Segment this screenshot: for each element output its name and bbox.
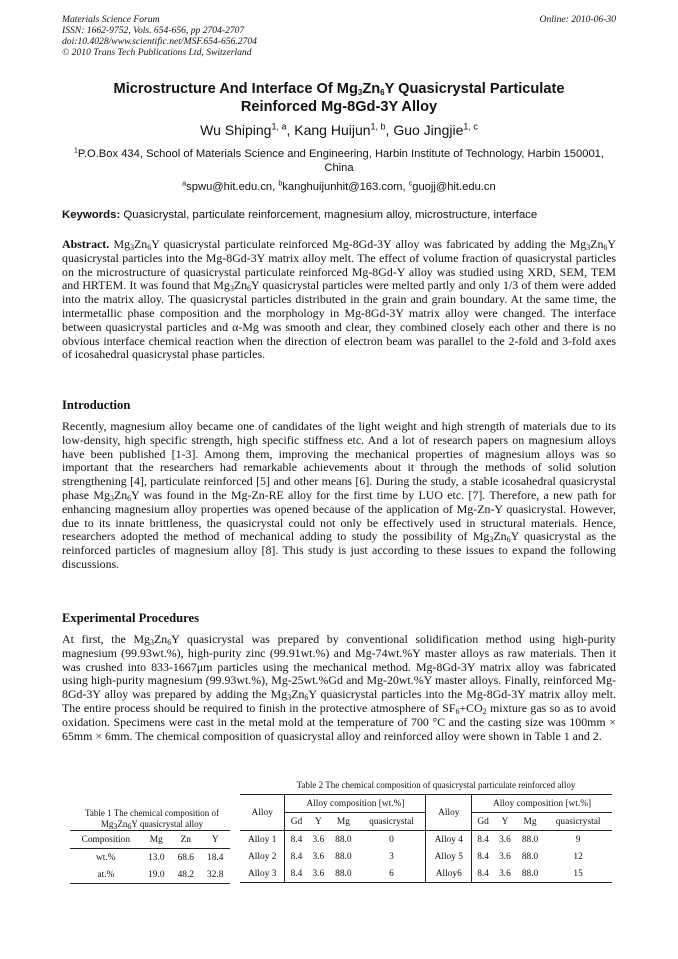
table-header-cell: Gd [472, 813, 494, 831]
table-header-cell: Mg [516, 813, 544, 831]
table-cell: 13.0 [148, 852, 165, 863]
issn-line: ISSN: 1662-9752, Vols. 654-656, pp 2704-2707 [62, 25, 245, 36]
table-cell: 3.6 [499, 834, 511, 845]
table2 [240, 794, 612, 883]
experimental-text: At first, the $Mg_3Zn_6Y$ quasicrystal was prepared by conventional solidification method using high-purity magnesium (99.93wt.%), high-purity zinc (99.91wt.%) and Mg-74wt.%Y master alloys as raw materials. Then it was crushed into 833-1667μm particles using the mechanical method. Mg-8Gd-3Y matrix alloy was fabricated using high-purity magnesium (99.93wt.%), Mg-25wt.%Gd and Mg-20wt.%Y master alloys. Finally, reinforced Mg-8Gd-3Y alloy was prepared by adding the $Mg_3Zn_6Y$ quasicrystal particles into the Mg-8Gd-3Y matrix alloy melt. The entire process should be required to finish in the protective atmosphere of $SF_6+CO_2$ mixture gas so as to avoid oxidation. Specimens were cast in the metal mold at the temperature of 700 °C and the casting size was 100mm × 65mm × 6mm. The chemical composition of quasicrystal alloy and reinforced alloy were shown in Table 1 and 2. [62, 632, 617, 743]
table-cell: 88.0 [335, 851, 352, 862]
journal-name: Materials Science Forum [62, 14, 160, 25]
table-header-cell: Gd [285, 813, 307, 831]
page-header [62, 14, 616, 58]
table-header-cell: Y [307, 813, 329, 831]
table-cell: 68.6 [177, 852, 194, 863]
table-cell: 19.0 [142, 866, 171, 884]
table-header-cell: Y [494, 813, 516, 831]
table-header-row [70, 831, 230, 849]
table-header-cell: Alloy composition [wt.%] [472, 795, 612, 813]
table-cell: 8.4 [285, 831, 307, 849]
email: guojj@hit.edu.cn [412, 181, 496, 193]
table-cell: 18.4 [207, 852, 224, 863]
table-header-cell: Alloy [240, 795, 285, 831]
table-cell: 88.0 [335, 834, 352, 845]
table-cell: 3 [389, 851, 394, 862]
table-cell: 3.6 [494, 865, 516, 883]
table-header-row [240, 795, 612, 813]
section-heading-introduction: Introduction [62, 398, 131, 412]
table-cell: 48.2 [171, 866, 200, 884]
table-cell: 8.4 [472, 848, 494, 865]
section-heading-experimental: Experimental Procedures [62, 611, 199, 625]
table-header-cell: Zn [171, 831, 200, 849]
table-row [70, 866, 230, 884]
author-list: Wu Shiping$^{1, a}$, Kang Huijun$^{1, b}$, Guo Jingjie$^{1, c}$ [200, 121, 478, 138]
introduction-text: Recently, magnesium alloy became one of candidates of the light weight and high strength of materials due to its low-density, high specific strength, high specific stiffness etc. And a lot of research papers on magnesium alloys have been published [1-3]. Among them, improving the mechanical properties of magnesium alloys was so important that the researchers had remarkable achievements about it through the methods of solid solution strengthening [4], particulate reinforced [5] and other means [6]. During the study, a stable icosahedral quasicrystal phase $Mg_3Zn_6Y$ was found in the Mg-Zn-RE alloy for the first time by LUO etc. [7]. Therefore, a new path for enhancing magnesium alloy properties was opened because of the application of Mg-Zn-Y quasicrystal. However, due to its innate brittleness, the quasicrystal could not only be effectively used in structural materials. Hence, researchers adopted the method of mechanical adding to study the possibility of $Mg_3Zn_6Y$ quasicrystal as the reinforced particles of magnesium alloy [8]. This study is just according to these issues to expand the following discussions. [62, 419, 616, 571]
table-cell: 9 [575, 834, 581, 845]
author: Wu Shiping [200, 122, 272, 138]
table-header-cell: quasicrystal [358, 813, 426, 831]
table2-caption: Table 2 The chemical composition of quasicrystal particulate reinforced alloy [296, 780, 576, 790]
table-cell: 3.6 [307, 865, 329, 883]
table-cell: 12 [573, 851, 583, 862]
table-cell: 15 [544, 865, 612, 883]
author: Kang Huijun [294, 122, 371, 138]
table-cell: 88.0 [516, 865, 544, 883]
table-cell: 6 [358, 865, 426, 883]
table-cell: 3.6 [499, 851, 511, 862]
table-cell: 88.0 [521, 834, 539, 845]
affiliation: $^1$P.O.Box 434, School of Materials Science and Engineering, Harbin Institute of Technology, Harbin 150001, China [73, 147, 605, 174]
abstract: Abstract. $Mg_3Zn_6Y$ quasicrystal particulate reinforced Mg-8Gd-3Y alloy was fabricated by adding the $Mg_3Zn_6Y$ quasicrystal particles into the Mg-8Gd-3Y matrix alloy melt. The effect of volume fraction of quasicrystal particles on the microstructure of quasicrystal particulate reinforced Mg-8Gd-Y alloy was studied using XRD, SEM, TEM and HRTEM. It was found that $Mg_3Zn_6Y$ quasicrystal particles were melted partly and only 1/3 of them were added into the matrix alloy. The quasicrystal particles distributed in the grain and grain boundary. At the same time, the intermetallic phase composition and the morphology in Mg-8Gd-3Y matrix alloy were changed. The interface between quasicrystal particles and α-Mg was smooth and clear, they combined closely each other and there is no obvious interface chemical reaction when the direction of electron beam was parallel to the 2-fold and 3-fold axes of icosahedral quasicrystal phase particles. [62, 237, 616, 362]
table-cell: Alloy6 [426, 865, 472, 883]
author: Guo Jingjie [393, 122, 464, 138]
table-row [240, 848, 612, 865]
table-cell: wt.% [96, 852, 116, 863]
table-row [70, 849, 230, 867]
online-date: Online: 2010-06-30 [539, 14, 616, 25]
table1 [70, 830, 230, 884]
table-header-cell: Mg [142, 831, 171, 849]
table-cell: 0 [389, 834, 394, 845]
table-cell: 8.4 [285, 848, 307, 865]
table-header-cell: Alloy [426, 795, 472, 831]
email: kanghuijunhit@163.com [282, 181, 403, 193]
table-header-cell: quasicrystal [544, 813, 612, 831]
table-cell: 8.4 [285, 865, 307, 883]
table-cell: 3.6 [312, 834, 325, 845]
table-cell: Alloy 5 [426, 848, 472, 865]
email: spwu@hit.edu.cn [186, 181, 273, 193]
doi-line: doi:10.4028/www.scientific.net/MSF.654-656.2704 [62, 36, 257, 47]
table1-caption: Table 1 The chemical composition of $Mg_3Zn_6Y$ quasicrystal alloy [85, 808, 219, 831]
copyright-line: © 2010 Trans Tech Publications Ltd, Switzerland [62, 47, 252, 58]
table-cell: 88.0 [329, 865, 357, 883]
table-cell: at.% [70, 866, 142, 884]
table-cell: 8.4 [472, 865, 494, 883]
table-header-cell: Y [201, 831, 231, 849]
table-cell: 32.8 [201, 866, 231, 884]
table-cell: 8.4 [472, 831, 494, 849]
table-cell: Alloy 2 [248, 851, 277, 862]
table-header-cell: Alloy composition [wt.%] [285, 795, 426, 813]
table-row [240, 831, 612, 849]
table-row [240, 865, 612, 883]
table-cell: 3.6 [312, 851, 325, 862]
table-header-cell: Mg [329, 813, 357, 831]
table-cell: Alloy 1 [248, 834, 277, 845]
author-emails: $^a$spwu@hit.edu.cn, $^b$kanghuijunhit@163.com, $^c$guojj@hit.edu.cn [182, 180, 496, 193]
table-header-cell: Composition [70, 831, 142, 849]
keywords: Keywords: Quasicrystal, particulate reinforcement, magnesium alloy, microstructure, interface [62, 209, 538, 221]
table-cell: 88.0 [521, 851, 539, 862]
table-cell: Alloy 3 [240, 865, 285, 883]
table-cell: Alloy 4 [426, 831, 472, 849]
paper-title: Microstructure And Interface Of $Mg_3Zn_6Y$ Quasicrystal Particulate Reinforced Mg-8Gd-3Y Alloy [113, 81, 565, 115]
